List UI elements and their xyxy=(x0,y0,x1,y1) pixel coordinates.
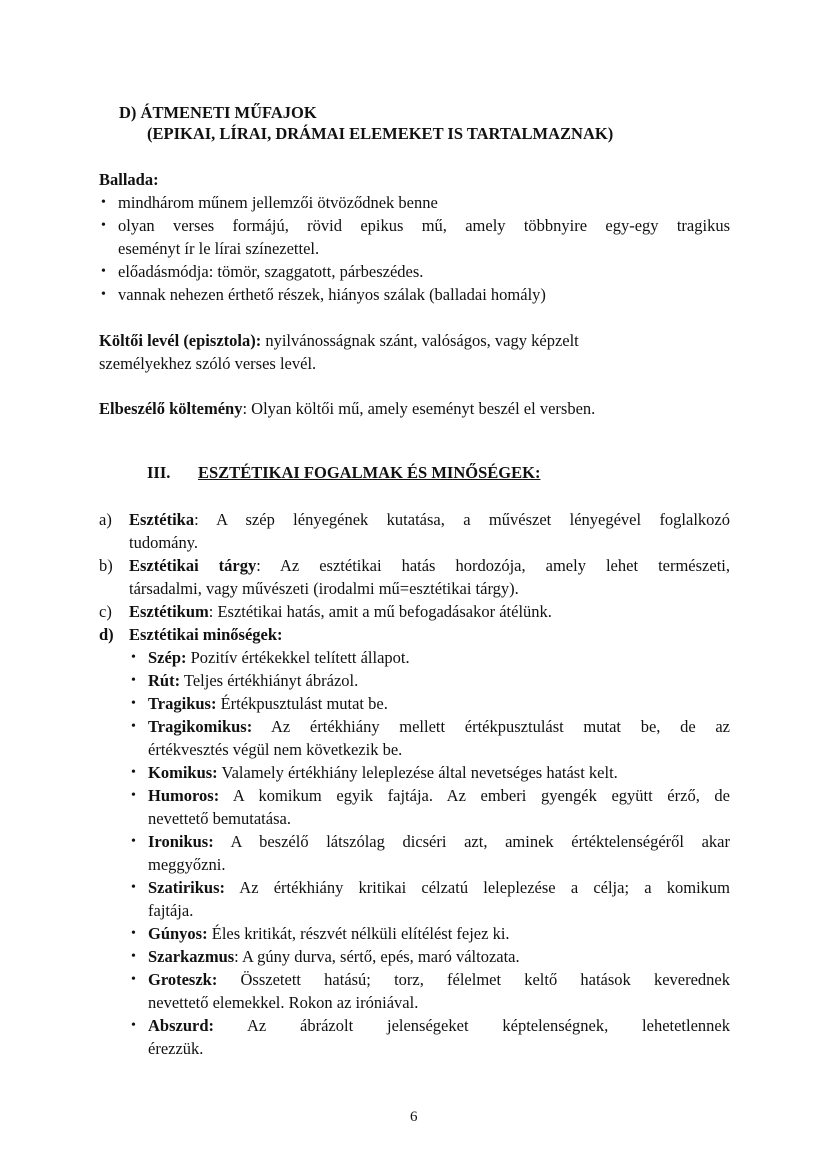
elbeszelo-line xyxy=(99,399,595,419)
bullet-icon: • xyxy=(131,834,136,849)
esztetikum-text: : Esztétikai hatás, amit a mű befogadásakor átélünk. xyxy=(208,602,552,621)
quality-text: A komikum egyik fajtája. Az emberi gyengék együtt érző, de xyxy=(219,786,730,805)
ballada-item: előadásmódja: tömör, szaggatott, párbeszédes. xyxy=(118,262,424,281)
quality-text: Értékpusztulást mutat be. xyxy=(216,694,388,713)
quality-item xyxy=(148,648,410,668)
quality-term: Szép: xyxy=(148,648,187,667)
bullet-icon: • xyxy=(131,673,136,688)
quality-term: Groteszk: xyxy=(148,970,218,989)
quality-item xyxy=(148,924,510,944)
esztetika-text: : A szép lényegének kutatása, a művészet lényegével foglalkozó xyxy=(194,510,730,529)
bullet-icon: • xyxy=(101,218,106,233)
section-iii-number: III. xyxy=(147,463,171,482)
bullet-icon: • xyxy=(131,880,136,895)
kolto-level-line xyxy=(99,331,579,351)
kolto-level-text-continued: személyekhez szóló verses levél. xyxy=(99,354,317,373)
quality-term: Rút: xyxy=(148,671,181,690)
bullet-icon: • xyxy=(131,949,136,964)
section-d-subheading: (EPIKAI, LÍRAI, DRÁMAI ELEMEKET IS TARTALMAZNAK) xyxy=(147,124,614,143)
esztetikum-term: Esztétikum xyxy=(129,602,209,621)
ballada-item: vannak nehezen érthető részek, hiányos szálak (balladai homály) xyxy=(118,285,546,304)
quality-text-continued: meggyőzni. xyxy=(148,855,226,874)
quality-item xyxy=(148,763,618,783)
quality-item xyxy=(148,1016,730,1036)
quality-term: Ironikus: xyxy=(148,832,214,851)
quality-text: Pozitív értékekkel telített állapot. xyxy=(186,648,410,667)
bullet-icon: • xyxy=(131,972,136,987)
item-label-b: b) xyxy=(99,556,113,575)
bullet-icon: • xyxy=(131,696,136,711)
quality-term: Abszurd: xyxy=(148,1016,215,1035)
quality-text-continued: érezzük. xyxy=(148,1039,204,1058)
quality-item xyxy=(148,717,730,737)
quality-term: Gúnyos: xyxy=(148,924,208,943)
quality-text-continued: fajtája. xyxy=(148,901,194,920)
item-label-a: a) xyxy=(99,510,112,529)
ballada-item: olyan verses formájú, rövid epikus mű, amely többnyire egy-egy tragikus xyxy=(118,216,730,235)
esztetikai-targy-term: Esztétikai tárgy xyxy=(129,556,257,575)
quality-term: Tragikus: xyxy=(148,694,217,713)
section-iii-title: ESZTÉTIKAI FOGALMAK ÉS MINŐSÉGEK: xyxy=(198,463,541,482)
quality-term: Humoros: xyxy=(148,786,220,805)
esztetika-line xyxy=(129,510,730,530)
quality-item xyxy=(148,970,730,990)
quality-text: Az értékhiány mellett értékpusztulást mutat be, de az xyxy=(252,717,730,736)
quality-text: A beszélő látszólag dicséri azt, aminek értéktelenségéről akar xyxy=(213,832,730,851)
quality-term: Szatirikus: xyxy=(148,878,226,897)
quality-term: Szarkazmus xyxy=(148,947,235,966)
esztetikai-minosegek-title: Esztétikai minőségek: xyxy=(129,625,283,644)
quality-text: Az ábrázolt jelenségeket képtelenségnek, lehetetlennek xyxy=(214,1016,730,1035)
page-number: 6 xyxy=(410,1109,418,1125)
quality-text-continued: értékvesztés végül nem következik be. xyxy=(148,740,403,759)
bullet-icon: • xyxy=(131,650,136,665)
bullet-icon: • xyxy=(131,926,136,941)
esztetikai-targy-text-continued: társadalmi, vagy művészeti (irodalmi mű=esztétikai tárgy). xyxy=(129,579,519,598)
esztetikai-targy-line xyxy=(129,556,730,576)
quality-term: Tragikomikus: xyxy=(148,717,253,736)
quality-text: Éles kritikát, részvét nélküli elítélést fejez ki. xyxy=(207,924,510,943)
quality-text-continued: nevettető bemutatása. xyxy=(148,809,291,828)
bullet-icon: • xyxy=(131,765,136,780)
item-label-d: d) xyxy=(99,625,114,644)
esztetikum-line xyxy=(129,602,552,622)
quality-item xyxy=(148,947,520,967)
quality-item xyxy=(148,671,358,691)
quality-text-continued: nevettető elemekkel. Rokon az iróniával. xyxy=(148,993,419,1012)
bullet-icon: • xyxy=(131,1018,136,1033)
elbeszelo-term: Elbeszélő költemény xyxy=(99,399,243,418)
esztetika-term: Esztétika xyxy=(129,510,195,529)
kolto-level-term: Költői levél (episztola): xyxy=(99,331,262,350)
section-d-heading: D) ÁTMENETI MŰFAJOK xyxy=(119,103,317,122)
quality-text: Teljes értékhiányt ábrázol. xyxy=(180,671,359,690)
bullet-icon: • xyxy=(101,195,106,210)
esztetika-text-continued: tudomány. xyxy=(129,533,199,552)
bullet-icon: • xyxy=(101,264,106,279)
bullet-icon: • xyxy=(101,287,106,302)
bullet-icon: • xyxy=(131,788,136,803)
quality-text: Összetett hatású; torz, félelmet keltő hatások keverednek xyxy=(217,970,730,989)
bullet-icon: • xyxy=(131,719,136,734)
ballada-item-continued: eseményt ír le lírai színezettel. xyxy=(118,239,320,258)
quality-item xyxy=(148,878,730,898)
ballada-item: mindhárom műnem jellemzői ötvöződnek benne xyxy=(118,193,438,212)
esztetikai-targy-text: : Az esztétikai hatás hordozója, amely lehet természeti, xyxy=(256,556,730,575)
quality-term: Komikus: xyxy=(148,763,218,782)
quality-item xyxy=(148,832,730,852)
kolto-level-text: nyilvánosságnak szánt, valóságos, vagy képzelt xyxy=(261,331,579,350)
elbeszelo-text: : Olyan költői mű, amely eseményt beszél el versben. xyxy=(242,399,596,418)
ballada-title: Ballada: xyxy=(99,170,159,189)
quality-text: Az értékhiány kritikai célzatú leleplezése a célja; a komikum xyxy=(225,878,730,897)
quality-text: : A gúny durva, sértő, epés, maró változata. xyxy=(234,947,520,966)
quality-item xyxy=(148,786,730,806)
quality-text: Valamely értékhiány leleplezése által nevetséges hatást kelt. xyxy=(217,763,618,782)
item-label-c: c) xyxy=(99,602,112,621)
quality-item xyxy=(148,694,388,714)
